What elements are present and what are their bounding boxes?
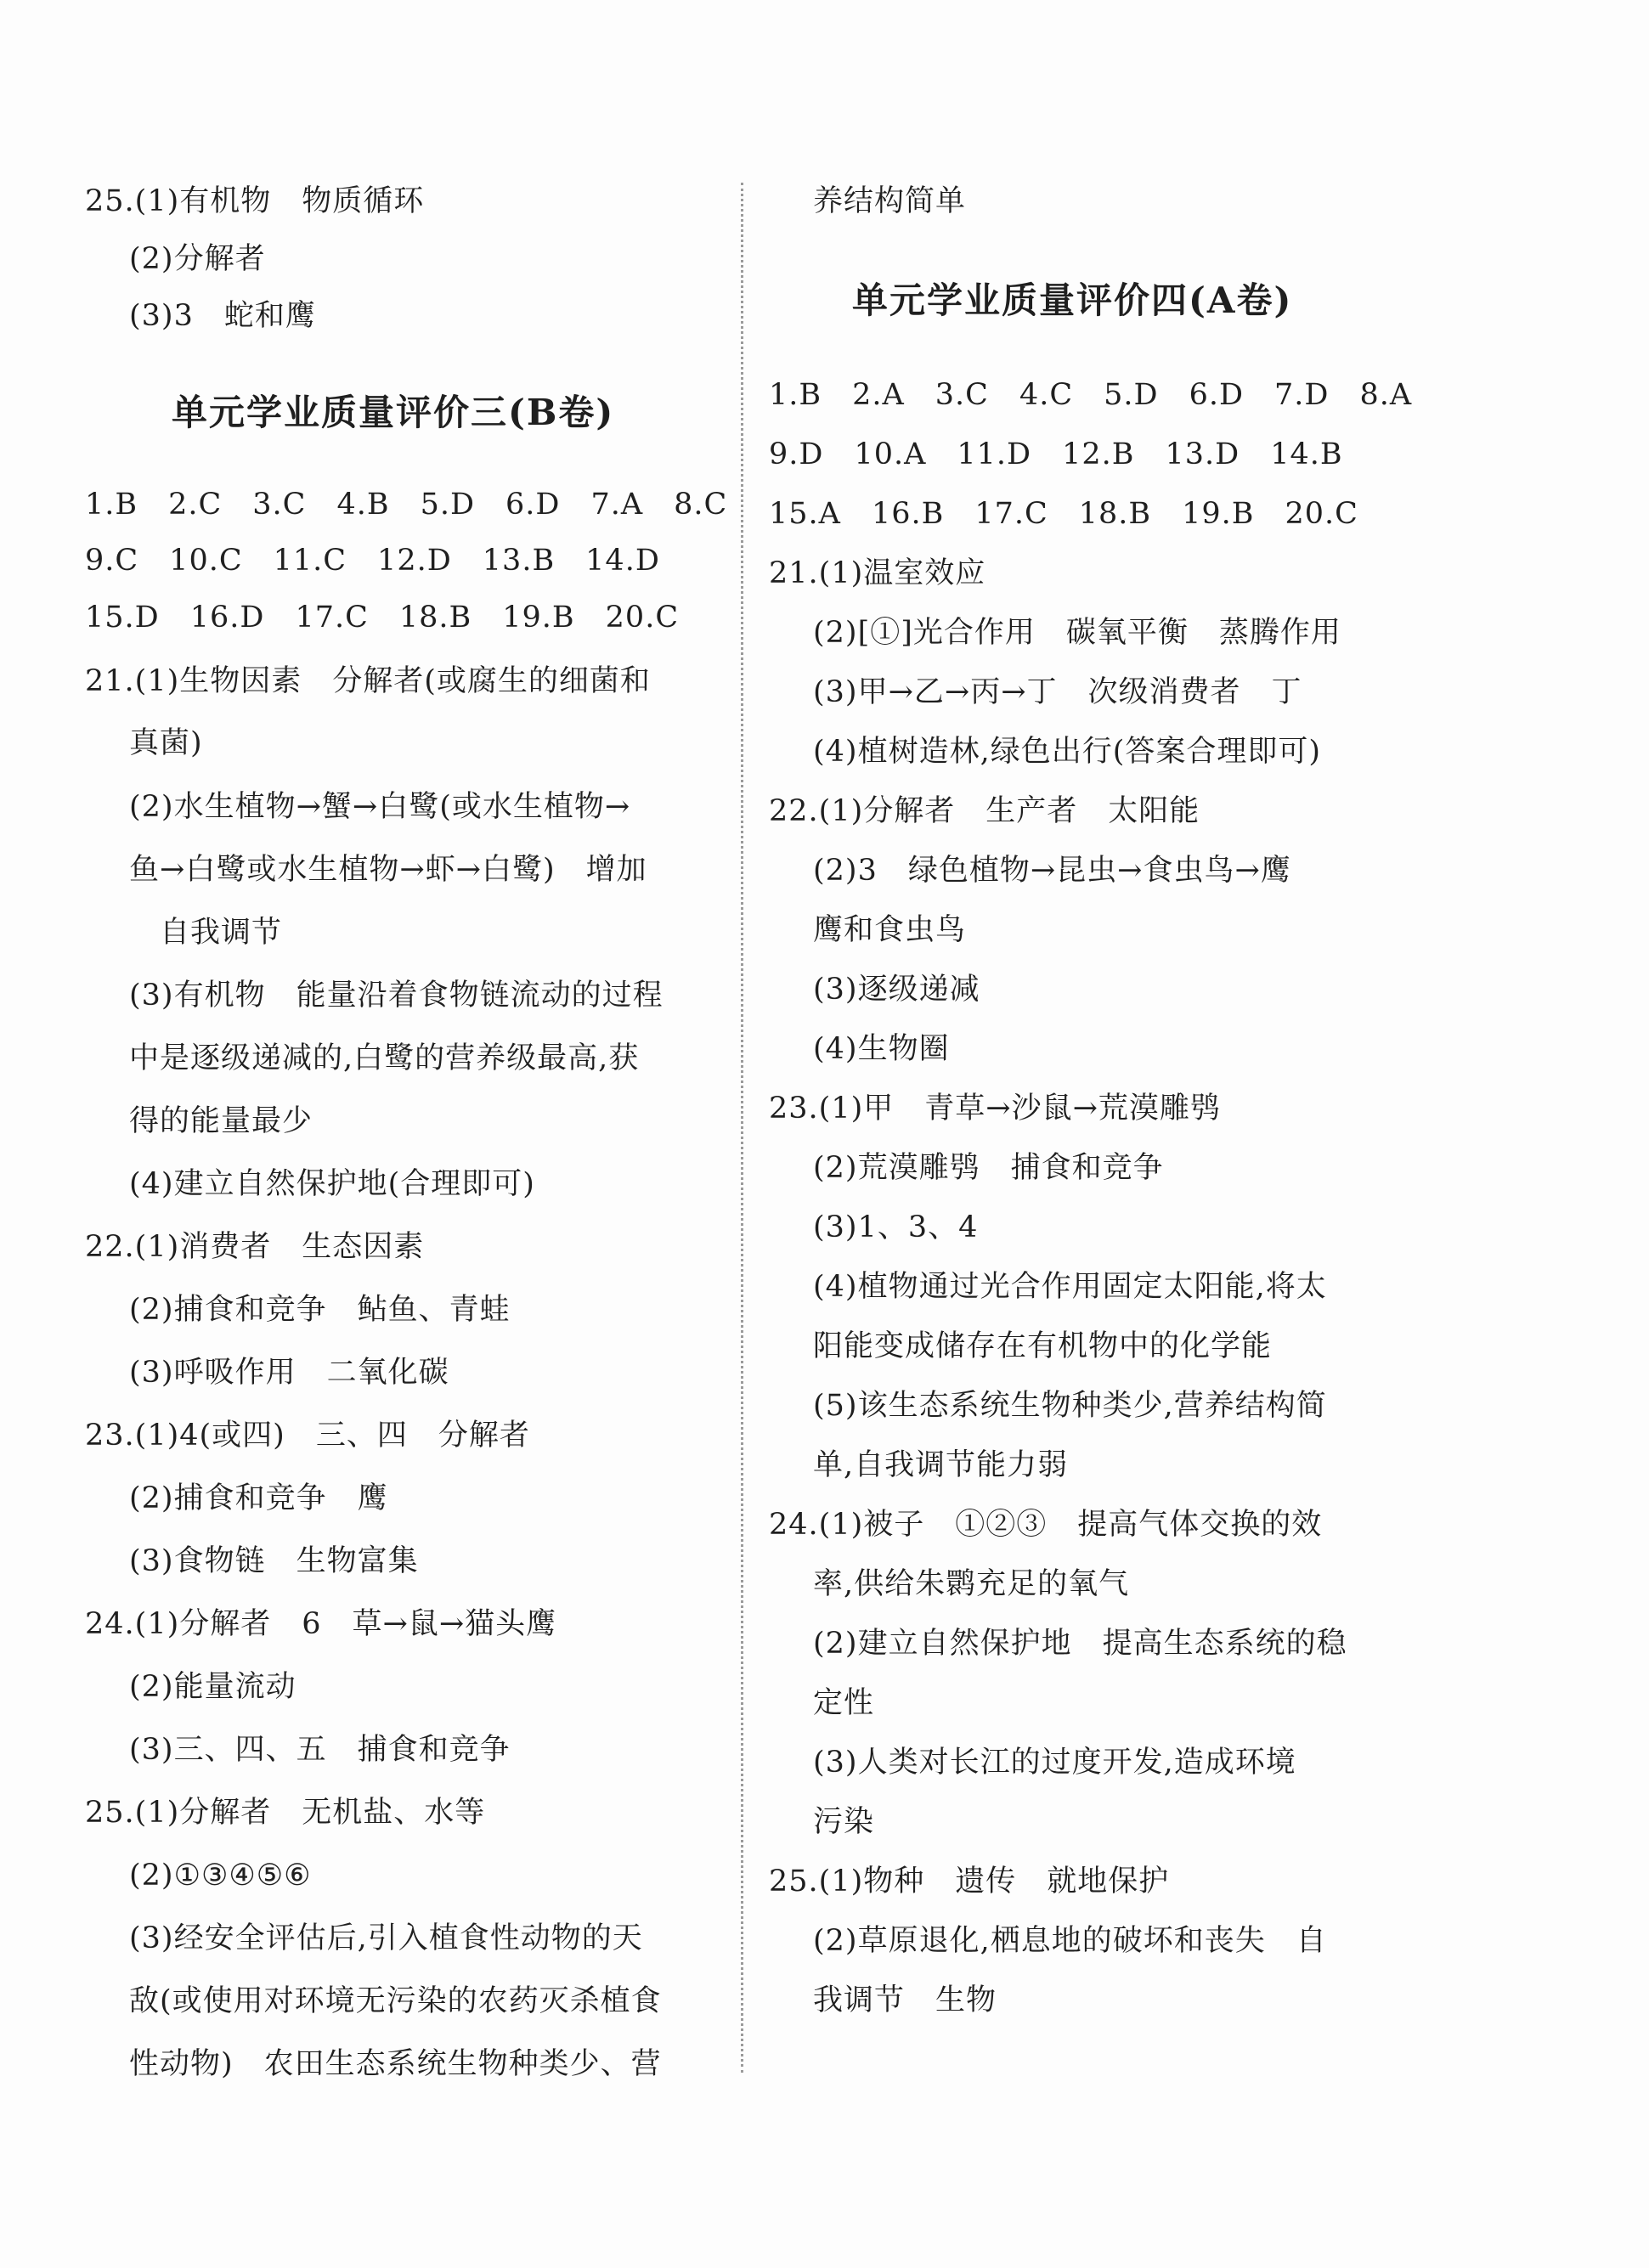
answer-line: (3)经安全评估后,引入植食性动物的天: [129, 1921, 643, 1955]
answer-line: (2)荒漠雕鸮 捕食和竞争: [813, 1151, 1164, 1185]
answer-line: (4)植树造林,绿色出行(答案合理即可): [813, 735, 1322, 769]
answer-line: (3)三、四、五 捕食和竞争: [129, 1733, 511, 1767]
answer-line: 中是逐级递减的,白鹭的营养级最高,获: [129, 1041, 640, 1075]
answer-line: (2)水生植物→蟹→白鹭(或水生植物→: [129, 790, 631, 824]
answer-line: (2)捕食和竞争 鹰: [129, 1481, 388, 1515]
answer-line: 鱼→白鹭或水生植物→虾→白鹭) 增加: [129, 853, 647, 887]
answer-line: 15.A 16.B 17.C 18.B 19.B 20.C: [769, 497, 1358, 531]
answer-line: 性动物) 农田生态系统生物种类少、营: [129, 2047, 662, 2081]
answer-line: 22.(1)消费者 生态因素: [85, 1230, 425, 1264]
answer-line: 15.D 16.D 17.C 18.B 19.B 20.C: [85, 601, 680, 635]
answer-line: 自我调节: [129, 916, 283, 950]
answer-line: (2)3 绿色植物→昆虫→食虫鸟→鹰: [813, 854, 1291, 888]
answer-line: 23.(1)甲 青草→沙鼠→荒漠雕鸮: [769, 1092, 1221, 1126]
answer-line: 21.(1)温室效应: [769, 556, 986, 590]
answer-line: 污染: [813, 1805, 875, 1839]
answer-line: 率,供给朱鹮充足的氧气: [813, 1567, 1130, 1601]
answer-line: (3)逐级递减: [813, 973, 980, 1007]
answer-line: 鹰和食虫鸟: [813, 913, 967, 947]
answer-line: 定性: [813, 1686, 875, 1720]
answer-line: (3)人类对长江的过度开发,造成环境: [813, 1746, 1296, 1780]
answer-line: 我调节 生物: [813, 1983, 997, 2017]
answer-line: 25.(1)分解者 无机盐、水等: [85, 1796, 486, 1830]
answer-line: 9.D 10.A 11.D 12.B 13.D 14.B: [769, 437, 1343, 471]
answer-line: (2)分解者: [129, 242, 266, 276]
answer-line: 真菌): [129, 726, 203, 760]
answer-line: 23.(1)4(或四) 三、四 分解者: [85, 1419, 530, 1453]
answer-line: 1.B 2.A 3.C 4.C 5.D 6.D 7.D 8.A: [769, 378, 1413, 412]
answer-line: 得的能量最少: [129, 1104, 313, 1138]
answer-line: 养结构简单: [813, 184, 967, 218]
answer-line: 25.(1)物种 遗传 就地保护: [769, 1865, 1170, 1898]
answer-line: (2)建立自然保护地 提高生态系统的稳: [813, 1627, 1347, 1661]
answer-line: 22.(1)分解者 生产者 太阳能: [769, 794, 1200, 828]
answer-line: (2)能量流动: [129, 1670, 296, 1704]
answer-line: (4)生物圈: [813, 1032, 950, 1066]
answer-line: 1.B 2.C 3.C 4.B 5.D 6.D 7.A 8.C: [85, 488, 728, 522]
answer-line: 25.(1)有机物 物质循环: [85, 184, 425, 218]
answer-line: (3)食物链 生物富集: [129, 1544, 419, 1578]
section-heading-unit-3b: 单元学业质量评价三(B卷): [172, 392, 615, 433]
answer-line: (3)呼吸作用 二氧化碳: [129, 1356, 449, 1390]
answer-line: (2)草原退化,栖息地的破坏和丧失 自: [813, 1924, 1327, 1958]
answer-line: (3)有机物 能量沿着食物链流动的过程: [129, 979, 664, 1013]
answer-line: 敌(或使用对环境无污染的农药灭杀植食: [129, 1984, 662, 2018]
answer-line: (3)1、3、4: [813, 1210, 979, 1244]
answer-line: 24.(1)被子 ①②③ 提高气体交换的效: [769, 1508, 1323, 1542]
answer-line: (2)[①]光合作用 碳氧平衡 蒸腾作用: [813, 616, 1341, 650]
answer-line: 21.(1)生物因素 分解者(或腐生的细菌和: [85, 664, 651, 698]
answer-line: (4)植物通过光合作用固定太阳能,将太: [813, 1270, 1327, 1304]
answer-line: (4)建立自然保护地(合理即可): [129, 1167, 535, 1201]
answer-line: 24.(1)分解者 6 草→鼠→猫头鹰: [85, 1607, 557, 1641]
answer-line: (5)该生态系统生物种类少,营养结构简: [813, 1389, 1327, 1423]
answer-line: 9.C 10.C 11.C 12.D 13.B 14.D: [85, 544, 660, 578]
column-divider: [741, 183, 743, 2073]
answer-line: 阳能变成储存在有机物中的化学能: [813, 1329, 1273, 1363]
answer-line: (2)捕食和竞争 鲇鱼、青蛙: [129, 1293, 511, 1327]
answer-line: (2)①③④⑤⑥: [129, 1859, 312, 1893]
answer-line: (3)甲→乙→丙→丁 次级消费者 丁: [813, 675, 1302, 709]
section-heading-unit-4a: 单元学业质量评价四(A卷): [852, 279, 1293, 321]
answer-line: 单,自我调节能力弱: [813, 1448, 1069, 1482]
answer-line: (3)3 蛇和鹰: [129, 299, 316, 333]
